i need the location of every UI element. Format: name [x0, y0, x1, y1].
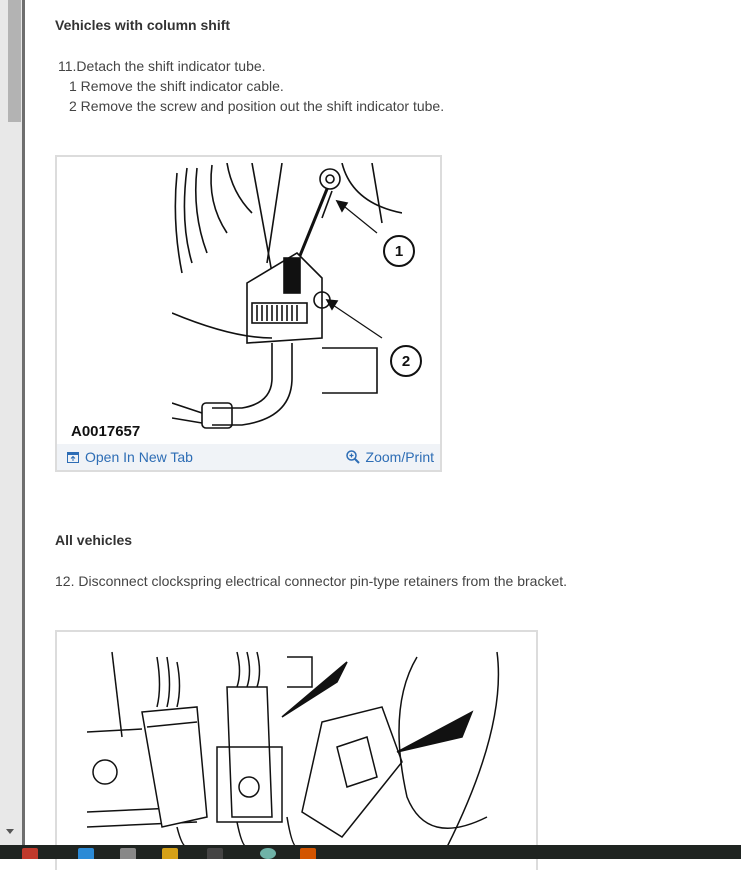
figure-clockspring-connector [55, 630, 538, 870]
figure-shift-indicator [55, 155, 442, 472]
figure-caption-bar [57, 444, 440, 470]
pane-divider [22, 0, 25, 845]
section-heading-column-shift: Vehicles with column shift [55, 17, 231, 33]
open-new-tab-icon [67, 452, 79, 463]
step-12: 12. Disconnect clockspring electrical connector pin-type retainers from the bracket. [55, 573, 568, 589]
scrollbar-thumb[interactable] [8, 0, 21, 122]
taskbar-app-icon[interactable] [300, 848, 316, 859]
taskbar-app-icon[interactable] [22, 848, 38, 859]
open-in-new-tab-label: Open In New Tab [85, 449, 193, 465]
substep-1: 1 Remove the shift indicator cable. [69, 78, 284, 94]
taskbar-app-icon[interactable] [207, 848, 223, 859]
vertical-scrollbar[interactable] [0, 0, 22, 845]
figure-id-label: A0017657 [71, 423, 141, 440]
scroll-down-arrow-icon[interactable] [6, 829, 14, 834]
clockspring-connector-illustration [87, 647, 527, 847]
taskbar-app-icon[interactable] [78, 848, 94, 859]
substep-2: 2 Remove the screw and position out the shift indicator tube. [69, 98, 445, 114]
taskbar-app-icon[interactable] [120, 848, 136, 859]
callout-1: 1 [383, 235, 415, 267]
step-11: 11.Detach the shift indicator tube. [58, 58, 266, 74]
open-in-new-tab-link[interactable] [67, 449, 193, 465]
section-heading-all-vehicles: All vehicles [55, 532, 133, 548]
shift-indicator-illustration [172, 163, 402, 438]
taskbar-app-icon[interactable] [162, 848, 178, 859]
os-taskbar [0, 845, 741, 859]
zoom-in-icon [346, 450, 360, 464]
callout-2: 2 [390, 345, 422, 377]
zoom-print-link[interactable] [346, 449, 434, 465]
zoom-print-label: Zoom/Print [365, 449, 434, 465]
taskbar-app-icon[interactable] [260, 848, 276, 859]
